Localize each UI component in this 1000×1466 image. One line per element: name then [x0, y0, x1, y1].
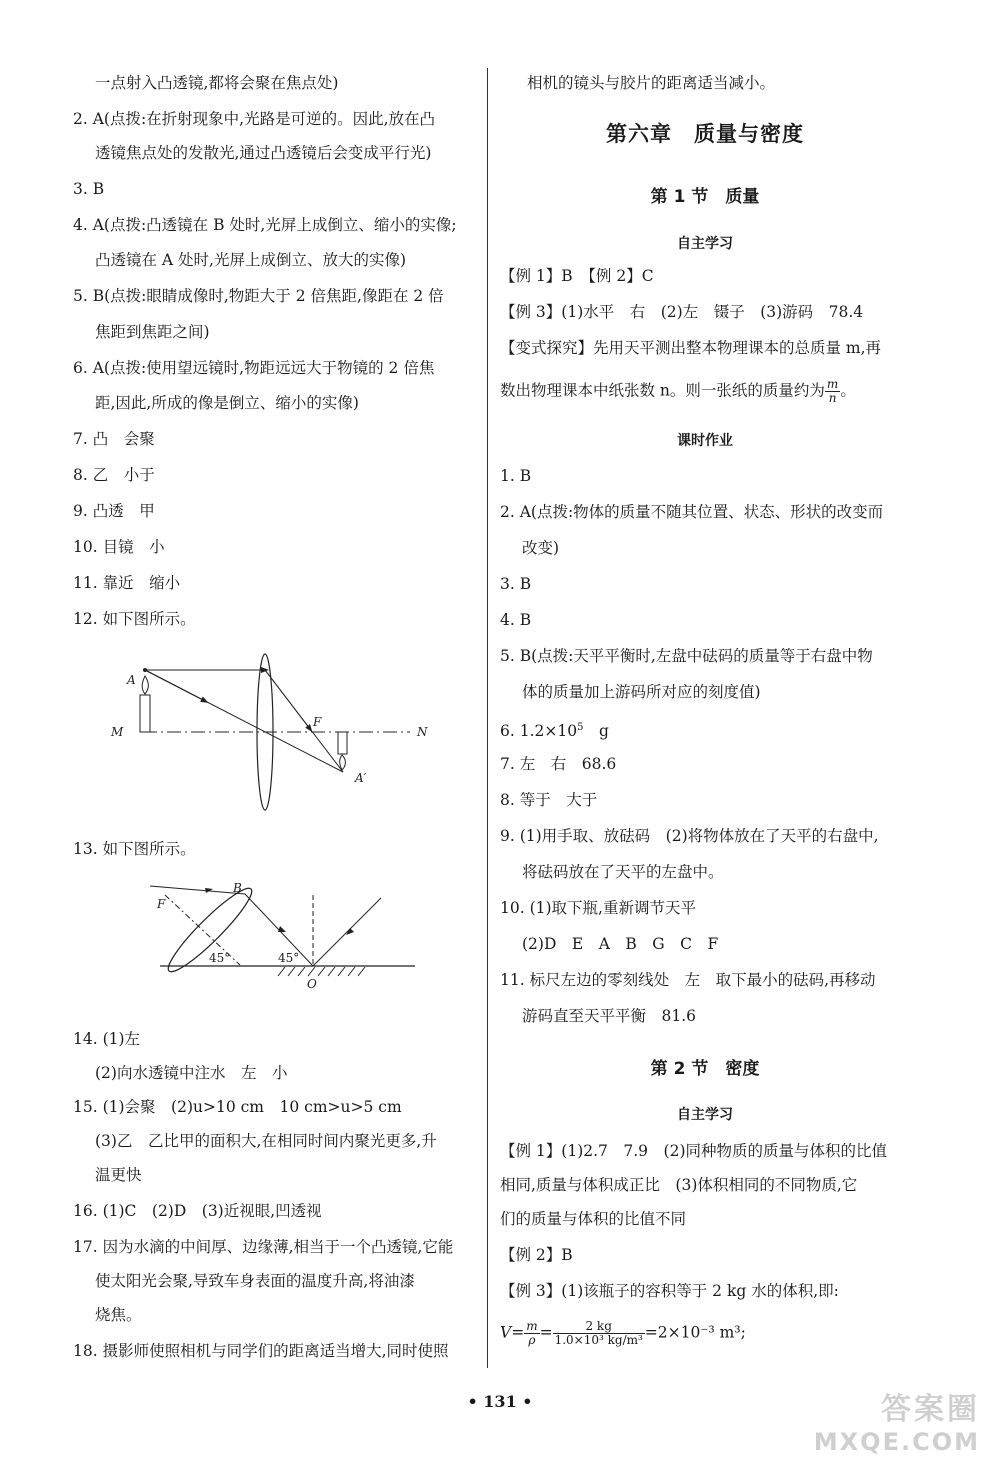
- lens-ray-diagram: [105, 650, 435, 820]
- watermark-text: MXQE.COM: [813, 1428, 980, 1456]
- label-A: A: [127, 673, 136, 687]
- answer-17: 17. 因为水滴的中间厚、边缘薄,相当于一个凸透镜,它能: [73, 1238, 454, 1256]
- example-line: 【例 3】(1)水平 右 (2)左 镊子 (3)游码 78.4: [500, 303, 864, 321]
- example-line: 【例 3】(1)该瓶子的容积等于 2 kg 水的体积,即:: [500, 1282, 839, 1300]
- answer-18: 18. 摄影师使照相机与同学们的距离适当增大,同时使照: [73, 1342, 449, 1360]
- subsection-title: 课时作业: [677, 433, 733, 449]
- superscript: 5: [577, 722, 584, 733]
- watermark: [814, 1384, 980, 1456]
- text-line: 一点射入凸透镜,都将会聚在焦点处): [95, 74, 339, 92]
- eq-part: =2×10⁻³ m³;: [644, 1323, 746, 1342]
- answer-16: 16. (1)C (2)D (3)近视眼,凹透视: [73, 1202, 322, 1220]
- answer-3: 3. B: [73, 180, 105, 198]
- answer-1: 1. B: [500, 467, 532, 485]
- answer-12: 12. 如下图所示。: [73, 610, 196, 628]
- answer-9: 9. (1)用手取、放砝码 (2)将物体放在了天平的右盘中,: [500, 827, 879, 845]
- label-M: M: [111, 725, 124, 739]
- text-line: 们的质量与体积的比值不同: [500, 1210, 687, 1228]
- text-span: 。: [840, 381, 856, 400]
- text-span: 6. 1.2×10: [500, 722, 578, 741]
- section-title: 第 1 节 质量: [650, 187, 760, 207]
- text-line: 烧焦。: [95, 1306, 142, 1324]
- answer-2: 2. A(点拨:物体的质量不随其位置、状态、形状的改变而: [500, 503, 884, 521]
- answer-4: 4. B: [500, 611, 532, 629]
- answer-8: 8. 乙 小于: [73, 466, 155, 484]
- denominator: 1.0×10³ kg/m³: [554, 1333, 643, 1347]
- answer-6: 6. A(点拨:使用望远镜时,物距远远大于物镜的 2 倍焦: [73, 359, 435, 377]
- text-line: 透镜焦点处的发散光,通过凸透镜后会变成平行光): [95, 144, 432, 162]
- text-line: [500, 378, 856, 405]
- equation: [500, 1320, 746, 1347]
- label-A-image: A′: [355, 771, 367, 785]
- numerator: m: [526, 1319, 538, 1333]
- fraction: [553, 1320, 645, 1347]
- text-line: 游码直至天平平衡 81.6: [522, 1007, 697, 1025]
- answer-3: 3. B: [500, 575, 532, 593]
- eq-part: V=: [500, 1323, 525, 1342]
- answer-10: 10. 目镜 小: [73, 538, 165, 556]
- text-line: 凸透镜在 A 处时,光屏上成倒立、放大的实像): [95, 251, 407, 269]
- subsection-title: 自主学习: [677, 236, 733, 252]
- answer-5: 5. B(点拨:眼睛成像时,物距大于 2 倍焦距,像距在 2 倍: [73, 287, 444, 305]
- text-span: 数出物理课本中纸张数 n。则一张纸的质量约为: [500, 381, 825, 400]
- text-line: 焦距到焦距之间): [95, 323, 210, 341]
- page-number: • 131 •: [467, 1392, 533, 1411]
- label-O: O: [307, 977, 317, 991]
- label-N: N: [417, 725, 428, 739]
- text-line: 相同,质量与体积成正比 (3)体积相同的不同物质,它: [500, 1176, 858, 1194]
- label-F: F: [313, 715, 322, 729]
- text-line: 改变): [522, 539, 560, 557]
- text-line: 使太阳光会聚,导致车身表面的温度升高,将油漆: [95, 1272, 415, 1290]
- text-line: 将砝码放在了天平的左盘中。: [522, 863, 724, 881]
- text-line: 体的质量加上游码所对应的刻度值): [522, 683, 761, 701]
- text-line: (2)向水透镜中注水 左 小: [95, 1064, 288, 1082]
- angle-label: 45°: [278, 951, 300, 965]
- watermark-text: 答案圈: [881, 1392, 980, 1427]
- label-F: F: [157, 897, 166, 911]
- eq-part: =: [539, 1323, 553, 1342]
- angle-label: 45°: [209, 951, 231, 965]
- example-line: 【例 1】B 【例 2】C: [500, 267, 654, 285]
- text-line: 相机的镜头与胶片的距离适当减小。: [527, 74, 776, 92]
- lens-mirror-diagram: [145, 870, 425, 995]
- answer-7: 7. 凸 会聚: [73, 430, 155, 448]
- fraction: [825, 378, 840, 405]
- variant-line: 【变式探究】先用天平测出整本物理课本的总质量 m,再: [500, 339, 882, 357]
- text-line: 距,因此,所成的像是倒立、缩小的实像): [95, 394, 359, 412]
- denominator: ρ: [528, 1333, 536, 1347]
- numerator: m: [826, 377, 839, 391]
- answer-4: 4. A(点拨:凸透镜在 B 处时,光屏上成倒立、缩小的实像;: [73, 216, 457, 234]
- section-title: 第 2 节 密度: [650, 1059, 760, 1079]
- answer-7: 7. 左 右 68.6: [500, 755, 617, 773]
- chapter-title: 第六章 质量与密度: [606, 122, 804, 146]
- example-line: 【例 2】B: [500, 1246, 573, 1264]
- answer-10: 10. (1)取下瓶,重新调节天平: [500, 899, 696, 917]
- text-line: 温更快: [95, 1166, 142, 1184]
- label-B: B: [233, 881, 242, 895]
- answer-5: 5. B(点拨:天平平衡时,左盘中砝码的质量等于右盘中物: [500, 647, 873, 665]
- numerator: 2 kg: [553, 1320, 645, 1334]
- answer-11: 11. 靠近 缩小: [73, 574, 181, 592]
- answer-8: 8. 等于 大于: [500, 791, 598, 809]
- subsection-title: 自主学习: [677, 1107, 733, 1123]
- example-line: 【例 1】(1)2.7 7.9 (2)同种物质的质量与体积的比值: [500, 1142, 888, 1160]
- text-span: g: [583, 722, 609, 741]
- answer-2: 2. A(点拨:在折射现象中,光路是可逆的。因此,放在凸: [73, 110, 436, 128]
- text-line: (3)乙 乙比甲的面积大,在相同时间内聚光更多,升: [95, 1132, 437, 1150]
- answer-9: 9. 凸透 甲: [73, 502, 155, 520]
- answer-13: 13. 如下图所示。: [73, 840, 196, 858]
- answer-6: [500, 718, 609, 741]
- text-line: (2)D E A B G C F: [522, 935, 719, 953]
- denominator: n: [828, 391, 837, 405]
- answer-14: 14. (1)左: [73, 1030, 141, 1048]
- answer-15: 15. (1)会聚 (2)u>10 cm 10 cm>u>5 cm: [73, 1098, 402, 1116]
- column-divider: [487, 68, 488, 1368]
- fraction: [524, 1320, 539, 1347]
- answer-11: 11. 标尺左边的零刻线处 左 取下最小的砝码,再移动: [500, 971, 876, 989]
